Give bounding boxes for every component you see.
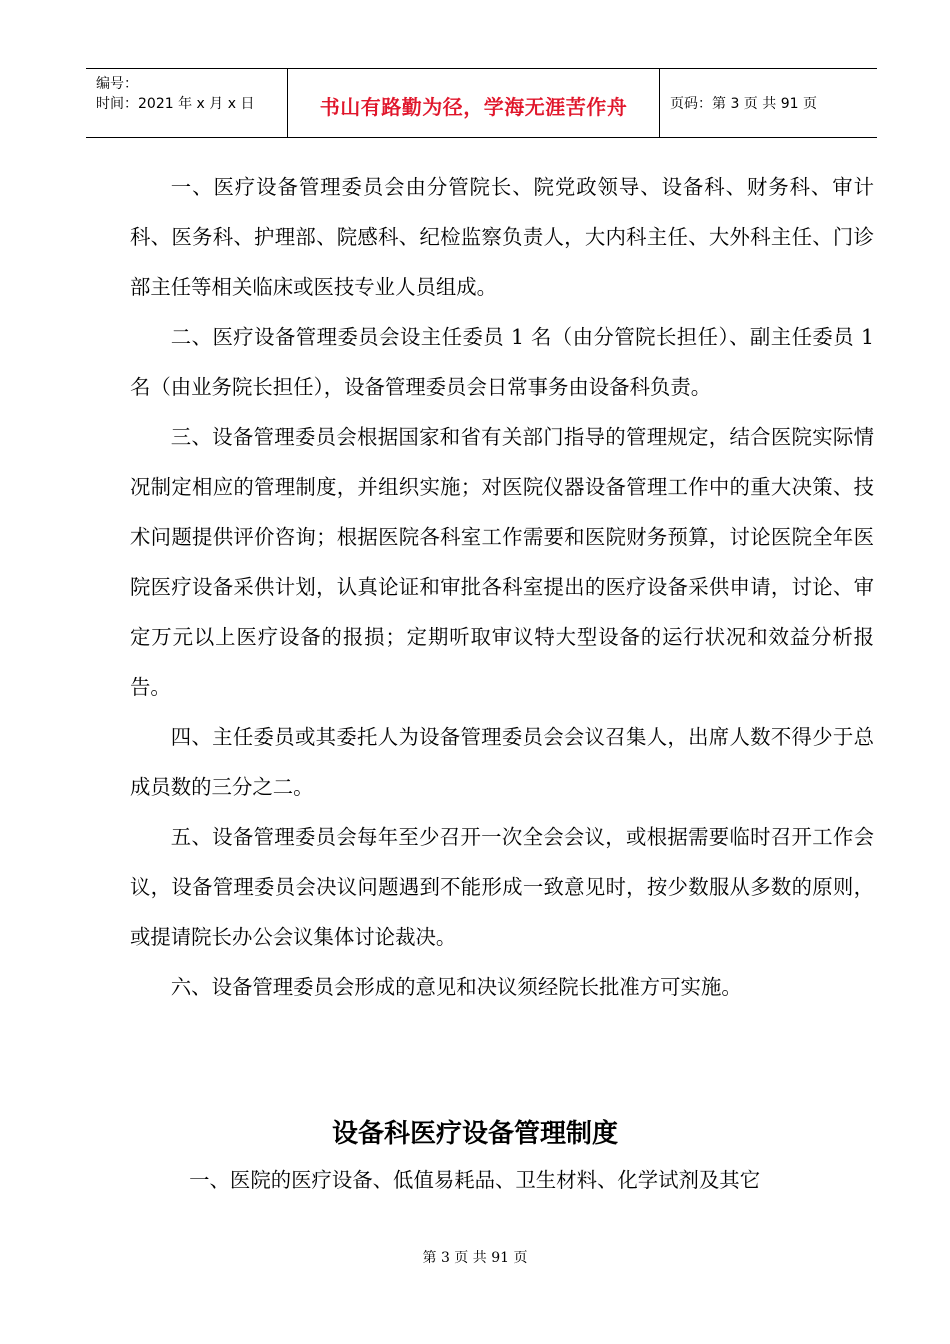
header-motto-cell <box>288 69 660 137</box>
section-first-line: 一、医院的医疗设备、低值易耗品、卫生材料、化学试剂及其它 <box>189 1168 761 1192</box>
page-header <box>86 68 877 138</box>
paragraph: 二、医疗设备管理委员会设主任委员 1 名（由分管院长担任）、副主任委员 1 名（由业务院长担任），设备管理委员会日常事务由设备科负责。 <box>130 325 874 399</box>
paragraph: 三、设备管理委员会根据国家和省有关部门指导的管理规定，结合医院实际情况制定相应的管理制度，并组织实施；对医院仪器设备管理工作中的重大决策、技术问题提供评价咨询；根据医院各科室工作需要和医院财务预算，讨论医院全年医院医疗设备采供计划，认真论证和审批各科室提出的医疗设备采供申请，讨论、审定万元以上医疗设备的报损；定期听取审议特大型设备的运行状况和效益分析报告。 <box>130 425 874 699</box>
paragraph: 一、医疗设备管理委员会由分管院长、院党政领导、设备科、财务科、审计科、医务科、护理部、院感科、纪检监察负责人，大内科主任、大外科主任、门诊部主任等相关临床或医技专业人员组成。 <box>130 175 874 299</box>
page-label: 页码：第 3 页 共 91 页 <box>670 96 817 112</box>
paragraph: 五、设备管理委员会每年至少召开一次全会会议，或根据需要临时召开工作会议，设备管理委员会决议问题遇到不能形成一致意见时，按少数服从多数的原则，或提请院长办公会议集体讨论裁决。 <box>130 825 874 949</box>
header-meta <box>86 69 288 137</box>
time-label: 时间：2021 年 x 月 x 日 <box>96 96 255 112</box>
paragraph: 六、设备管理委员会形成的意见和决议须经院长批准方可实施。 <box>170 975 742 999</box>
motto: 书山有路勤为径，学海无涯苦作舟 <box>319 95 628 119</box>
number-label: 编号： <box>96 76 138 92</box>
page-footer: 第 3 页 共 91 页 <box>422 1250 528 1266</box>
paragraph: 四、主任委员或其委托人为设备管理委员会会议召集人，出席人数不得少于总成员数的三分之二。 <box>130 725 874 799</box>
document-body <box>130 162 874 1012</box>
header-page-cell <box>660 69 877 137</box>
section-title: 设备科医疗设备管理制度 <box>331 1119 618 1149</box>
